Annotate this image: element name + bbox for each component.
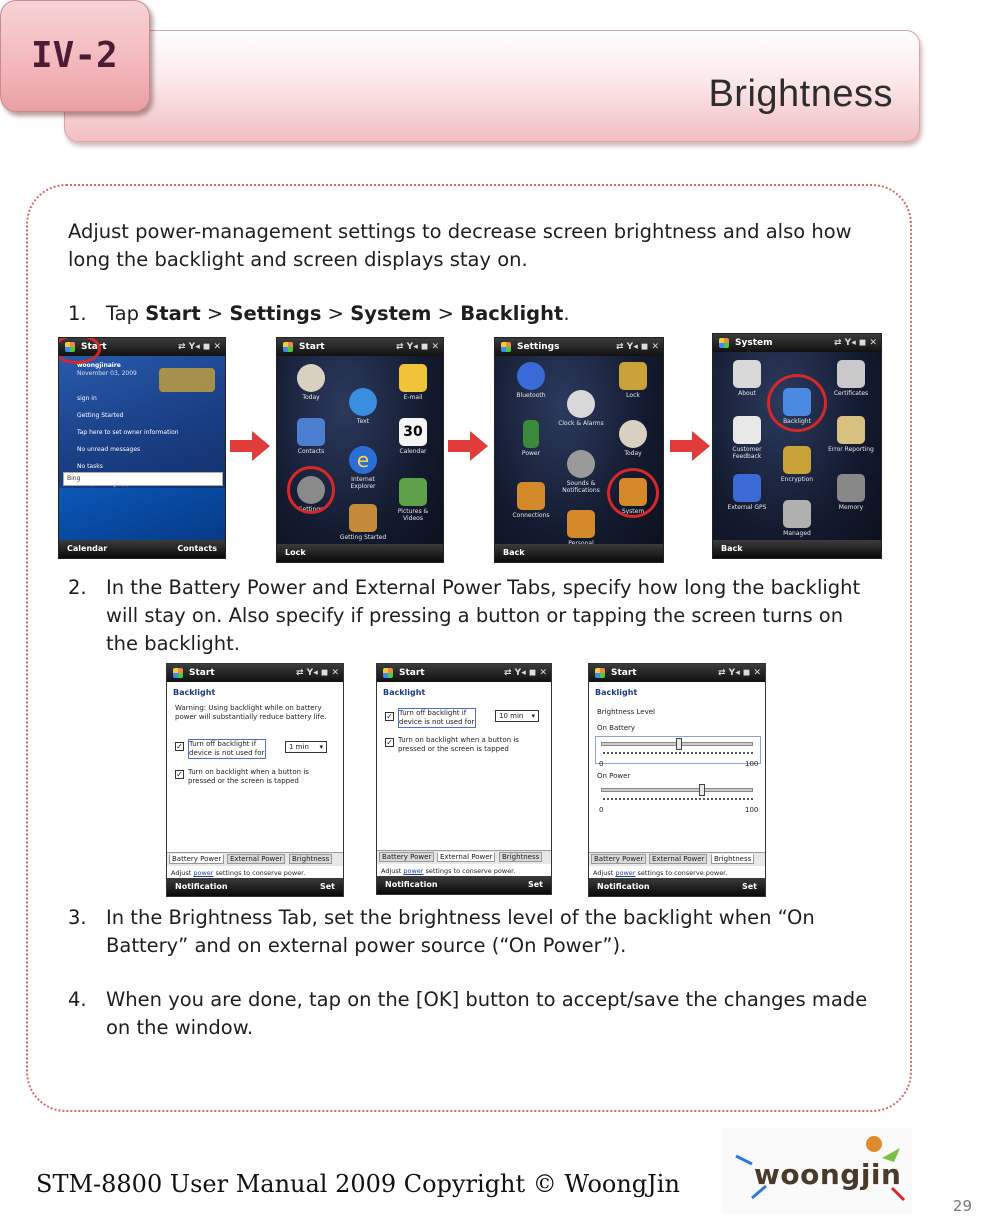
status-icons: ⇄ Y◂ ◼ ✕ <box>296 668 339 678</box>
tab-battery-power[interactable]: Battery Power <box>591 854 646 864</box>
step3-text: In the Brightness Tab, set the brightness level of the backlight when “On Battery” and on external power source (“On Power”). <box>106 906 815 957</box>
pictures-icon <box>399 478 427 506</box>
soft-key-bar <box>167 878 343 896</box>
today-item: No unread messages <box>77 446 141 453</box>
tile-label: System <box>621 508 645 515</box>
start-label: Start <box>189 668 215 678</box>
tab-brightness[interactable]: Brightness <box>289 854 332 864</box>
tab-brightness[interactable]: Brightness <box>499 852 542 862</box>
about-icon <box>733 360 761 388</box>
settings-bar <box>495 338 663 356</box>
power-link[interactable]: power <box>193 869 214 877</box>
contacts-icon <box>297 418 325 446</box>
tab-brightness[interactable]: Brightness <box>711 854 754 864</box>
today-item: No tasks <box>77 463 103 470</box>
tab-battery-power[interactable]: Battery Power <box>379 852 434 862</box>
power-link[interactable]: power <box>615 869 636 877</box>
power-link[interactable]: power <box>403 867 424 875</box>
page-number: 29 <box>952 1197 972 1215</box>
step1-text <box>106 300 806 328</box>
tab-external-power[interactable]: External Power <box>437 852 495 862</box>
step2-number: 2. <box>68 576 87 599</box>
today-item: Getting Started <box>77 412 124 419</box>
screenshot-today <box>58 337 226 559</box>
power-max: 100 <box>745 806 759 814</box>
soft-key-bar <box>277 544 443 562</box>
chevron-down-icon: ▾ <box>531 712 535 720</box>
tab-strip <box>589 852 765 866</box>
adjust-pre: Adjust <box>593 869 616 877</box>
error-reporting-icon <box>837 416 865 444</box>
start-bar <box>377 664 551 682</box>
softkey-left[interactable]: Calendar <box>67 544 108 553</box>
tile-label: Contacts <box>297 448 325 455</box>
softkey-set[interactable]: Set <box>527 880 543 889</box>
highlight-settings <box>287 466 335 514</box>
tab-external-power[interactable]: External Power <box>649 854 707 864</box>
start-bar <box>277 338 443 356</box>
search-box[interactable]: Bing <box>63 472 223 486</box>
header-bar <box>64 30 920 142</box>
tile-label: Sounds & Notifications <box>562 480 600 494</box>
tile-label: Text <box>356 418 370 425</box>
start-label: Start <box>611 668 637 678</box>
battery-slider-thumb[interactable] <box>676 738 682 750</box>
tab-external-power[interactable]: External Power <box>227 854 285 864</box>
tile-label: Pictures & Videos <box>397 508 429 522</box>
tile-label: External GPS <box>727 504 767 511</box>
today-item: Tap here to set owner information <box>77 429 179 436</box>
adjust-power-text <box>593 869 727 877</box>
tile-label: Backlight <box>783 418 811 425</box>
softkey-left[interactable]: Back <box>721 544 743 553</box>
backlight-external-pane <box>376 663 552 895</box>
chevron-down-icon: ▾ <box>319 743 323 751</box>
soft-key-bar <box>377 876 551 894</box>
tile-label: Today <box>624 450 642 457</box>
memory-icon <box>837 474 865 502</box>
pane-heading: Backlight <box>595 688 638 697</box>
soft-key-bar <box>59 540 225 558</box>
speaker-icon <box>567 450 595 478</box>
bluetooth-icon <box>517 362 545 390</box>
start-bar <box>167 664 343 682</box>
adjust-power-text <box>381 867 515 875</box>
brightness-level-label: Brightness Level <box>597 708 655 716</box>
tile-label: Getting Started <box>339 534 387 541</box>
tile-label: Bluetooth <box>516 392 546 399</box>
svg-text:woongjin: woongjin <box>754 1158 902 1191</box>
power-slider-ticks <box>603 798 753 801</box>
text-icon <box>349 388 377 416</box>
checkbox-turn-on[interactable]: ✓ <box>386 738 393 747</box>
status-icons: ⇄ Y◂ ◼ ✕ <box>718 668 761 678</box>
step1-settings: Settings <box>229 302 322 325</box>
tile-label: Calendar <box>399 448 427 455</box>
start-label: Start <box>81 342 107 352</box>
system-label: System <box>735 338 773 348</box>
customer-feedback-icon <box>733 416 761 444</box>
softkey-left[interactable]: Lock <box>285 548 306 557</box>
start-label: Start <box>399 668 425 678</box>
battery-min: 0 <box>599 760 604 768</box>
pane-heading: Backlight <box>383 688 426 697</box>
tile-label: Encryption <box>780 476 814 483</box>
status-icons: ⇄ Y◂ ◼ ✕ <box>178 342 221 352</box>
tile-label: Power <box>521 450 541 457</box>
start-bar <box>589 664 765 682</box>
pane-heading: Backlight <box>173 688 216 697</box>
adjust-post: settings to conserve power. <box>423 867 516 875</box>
step1-sep-2: > <box>321 302 351 325</box>
battery-slider-ticks <box>603 752 753 755</box>
timeout-value: 1 min <box>289 743 309 751</box>
start-label: Start <box>299 342 325 352</box>
settings-label: Settings <box>517 342 560 352</box>
today-date: November 03, 2009 <box>77 370 137 377</box>
wallpaper <box>59 488 226 540</box>
highlight-backlight <box>767 374 827 432</box>
section-number: IV-2 <box>31 35 118 76</box>
tile-label: Customer Feedback <box>732 446 762 460</box>
softkey-notification[interactable]: Notification <box>597 882 650 891</box>
step1-sep-1: > <box>200 302 230 325</box>
soft-key-bar <box>495 544 663 562</box>
turn-off-label: Turn off backlight if device is not used for <box>399 709 475 726</box>
tile-label: Today <box>302 394 320 401</box>
today-item: sign in <box>77 395 97 402</box>
softkey-left[interactable]: Back <box>503 548 525 557</box>
on-battery-label: On Battery <box>597 724 636 732</box>
step1-prefix: Tap <box>106 302 146 325</box>
softkey-set[interactable]: Set <box>741 882 757 891</box>
adjust-pre: Adjust <box>171 869 194 877</box>
encryption-icon <box>783 446 811 474</box>
personal-folder-icon <box>567 510 595 538</box>
turn-on-label: Turn on backlight when a button is pressed or the screen is tapped <box>398 736 519 753</box>
email-icon <box>399 364 427 392</box>
tile-label: Clock & Alarms <box>558 420 604 427</box>
arrow-right-icon <box>228 429 272 463</box>
step1-number: 1. <box>68 302 87 325</box>
footer-copyright: STM-8800 User Manual 2009 Copyright © WoongJin <box>36 1170 680 1198</box>
getting-started-icon <box>349 504 377 532</box>
step1-start: Start <box>145 302 201 325</box>
step1-backlight: Backlight <box>460 302 564 325</box>
tile-label: Certificates <box>833 390 869 397</box>
clock-icon <box>567 390 595 418</box>
tile-label: Internet Explorer <box>350 476 376 490</box>
status-icons: ⇄ Y◂ ◼ ✕ <box>504 668 547 678</box>
turn-on-label: Turn on backlight when a button is pressed or the screen is tapped <box>188 768 309 785</box>
step2-text: In the Battery Power and External Power Tabs, specify how long the backlight will stay on. Also specify if pressing a button or tapping the screen turns on the backlight. <box>106 576 861 655</box>
adjust-post: settings to conserve power. <box>635 869 728 877</box>
power-slider-thumb[interactable] <box>699 784 705 796</box>
tile-label: E-mail <box>403 394 423 401</box>
checkbox-turn-on[interactable]: ✓ <box>176 770 183 779</box>
tile-label: Memory <box>838 504 864 511</box>
section-tab <box>0 0 150 112</box>
tile-label: Settings <box>298 506 324 513</box>
highlight-start <box>58 337 101 364</box>
today-icon <box>297 364 325 392</box>
arrow-right-icon <box>668 429 712 463</box>
timeout-value: 10 min <box>499 712 524 720</box>
on-power-label: On Power <box>597 772 631 780</box>
screenshot-system <box>712 333 882 559</box>
checkbox-turn-off[interactable]: ✓ <box>386 712 393 721</box>
soft-key-bar <box>589 878 765 896</box>
internet-explorer-icon: e <box>349 446 377 474</box>
managed-icon <box>783 500 811 528</box>
step3-number: 3. <box>68 906 87 929</box>
calendar-icon: 30 <box>399 418 427 446</box>
adjust-pre: Adjust <box>381 867 404 875</box>
highlight-system <box>607 468 659 518</box>
adjust-power-text <box>171 869 305 877</box>
checkbox-turn-off[interactable]: ✓ <box>176 742 183 751</box>
adjust-post: settings to conserve power. <box>213 869 306 877</box>
arrow-right-icon <box>446 429 490 463</box>
timeout-select[interactable] <box>285 741 327 753</box>
intro-text: Adjust power-management settings to decrease screen brightness and also how long the backlight and screen displays stay on. <box>68 220 852 271</box>
tile-label: Managed <box>783 530 811 537</box>
external-gps-icon <box>733 474 761 502</box>
woongjin-logo <box>722 1128 912 1214</box>
step4-text: When you are done, tap on the [OK] button to accept/save the changes made on the window. <box>106 988 868 1039</box>
certificates-icon <box>837 360 865 388</box>
status-icons: ⇄ Y◂ ◼ ✕ <box>616 342 659 352</box>
softkey-set[interactable]: Set <box>319 882 335 891</box>
step4-number: 4. <box>68 988 87 1011</box>
lock-icon <box>619 362 647 390</box>
screenshot-start-menu <box>276 337 444 563</box>
tab-strip <box>377 850 551 864</box>
tile-label: Error Reporting <box>828 446 874 453</box>
softkey-notification[interactable]: Notification <box>385 880 438 889</box>
tab-battery-power[interactable]: Battery Power <box>169 854 224 864</box>
today-icon <box>619 420 647 448</box>
battery-max: 100 <box>745 760 759 768</box>
backlight-brightness-pane <box>588 663 766 897</box>
timeout-select[interactable] <box>495 710 539 722</box>
step1-end: . <box>563 302 570 325</box>
step1-system: System <box>350 302 432 325</box>
connections-folder-icon <box>517 482 545 510</box>
turn-off-label: Turn off backlight if device is not used for <box>189 740 265 757</box>
tile-label: Lock <box>626 392 640 399</box>
backlight-battery-pane <box>166 663 344 897</box>
softkey-right[interactable]: Contacts <box>177 544 217 553</box>
battery-warning: Warning: Using backlight while on battery power will substantially reduce battery life. <box>175 704 327 721</box>
page-title: Brightness <box>708 73 893 115</box>
tab-strip <box>167 852 343 866</box>
battery-icon <box>523 420 539 448</box>
tile-label: Connections <box>512 512 550 519</box>
softkey-notification[interactable]: Notification <box>175 882 228 891</box>
status-icons: ⇄ Y◂ ◼ ✕ <box>834 338 877 348</box>
system-bar <box>713 334 881 352</box>
screenshot-settings <box>494 337 664 563</box>
soft-key-bar <box>713 540 881 558</box>
clock-widget <box>159 368 215 392</box>
power-min: 0 <box>599 806 604 814</box>
power-slider-track[interactable] <box>601 788 753 792</box>
tile-label: About <box>738 390 756 397</box>
step1-sep-3: > <box>431 302 461 325</box>
owner-name: woongjinaire <box>77 362 121 369</box>
status-icons: ⇄ Y◂ ◼ ✕ <box>396 342 439 352</box>
